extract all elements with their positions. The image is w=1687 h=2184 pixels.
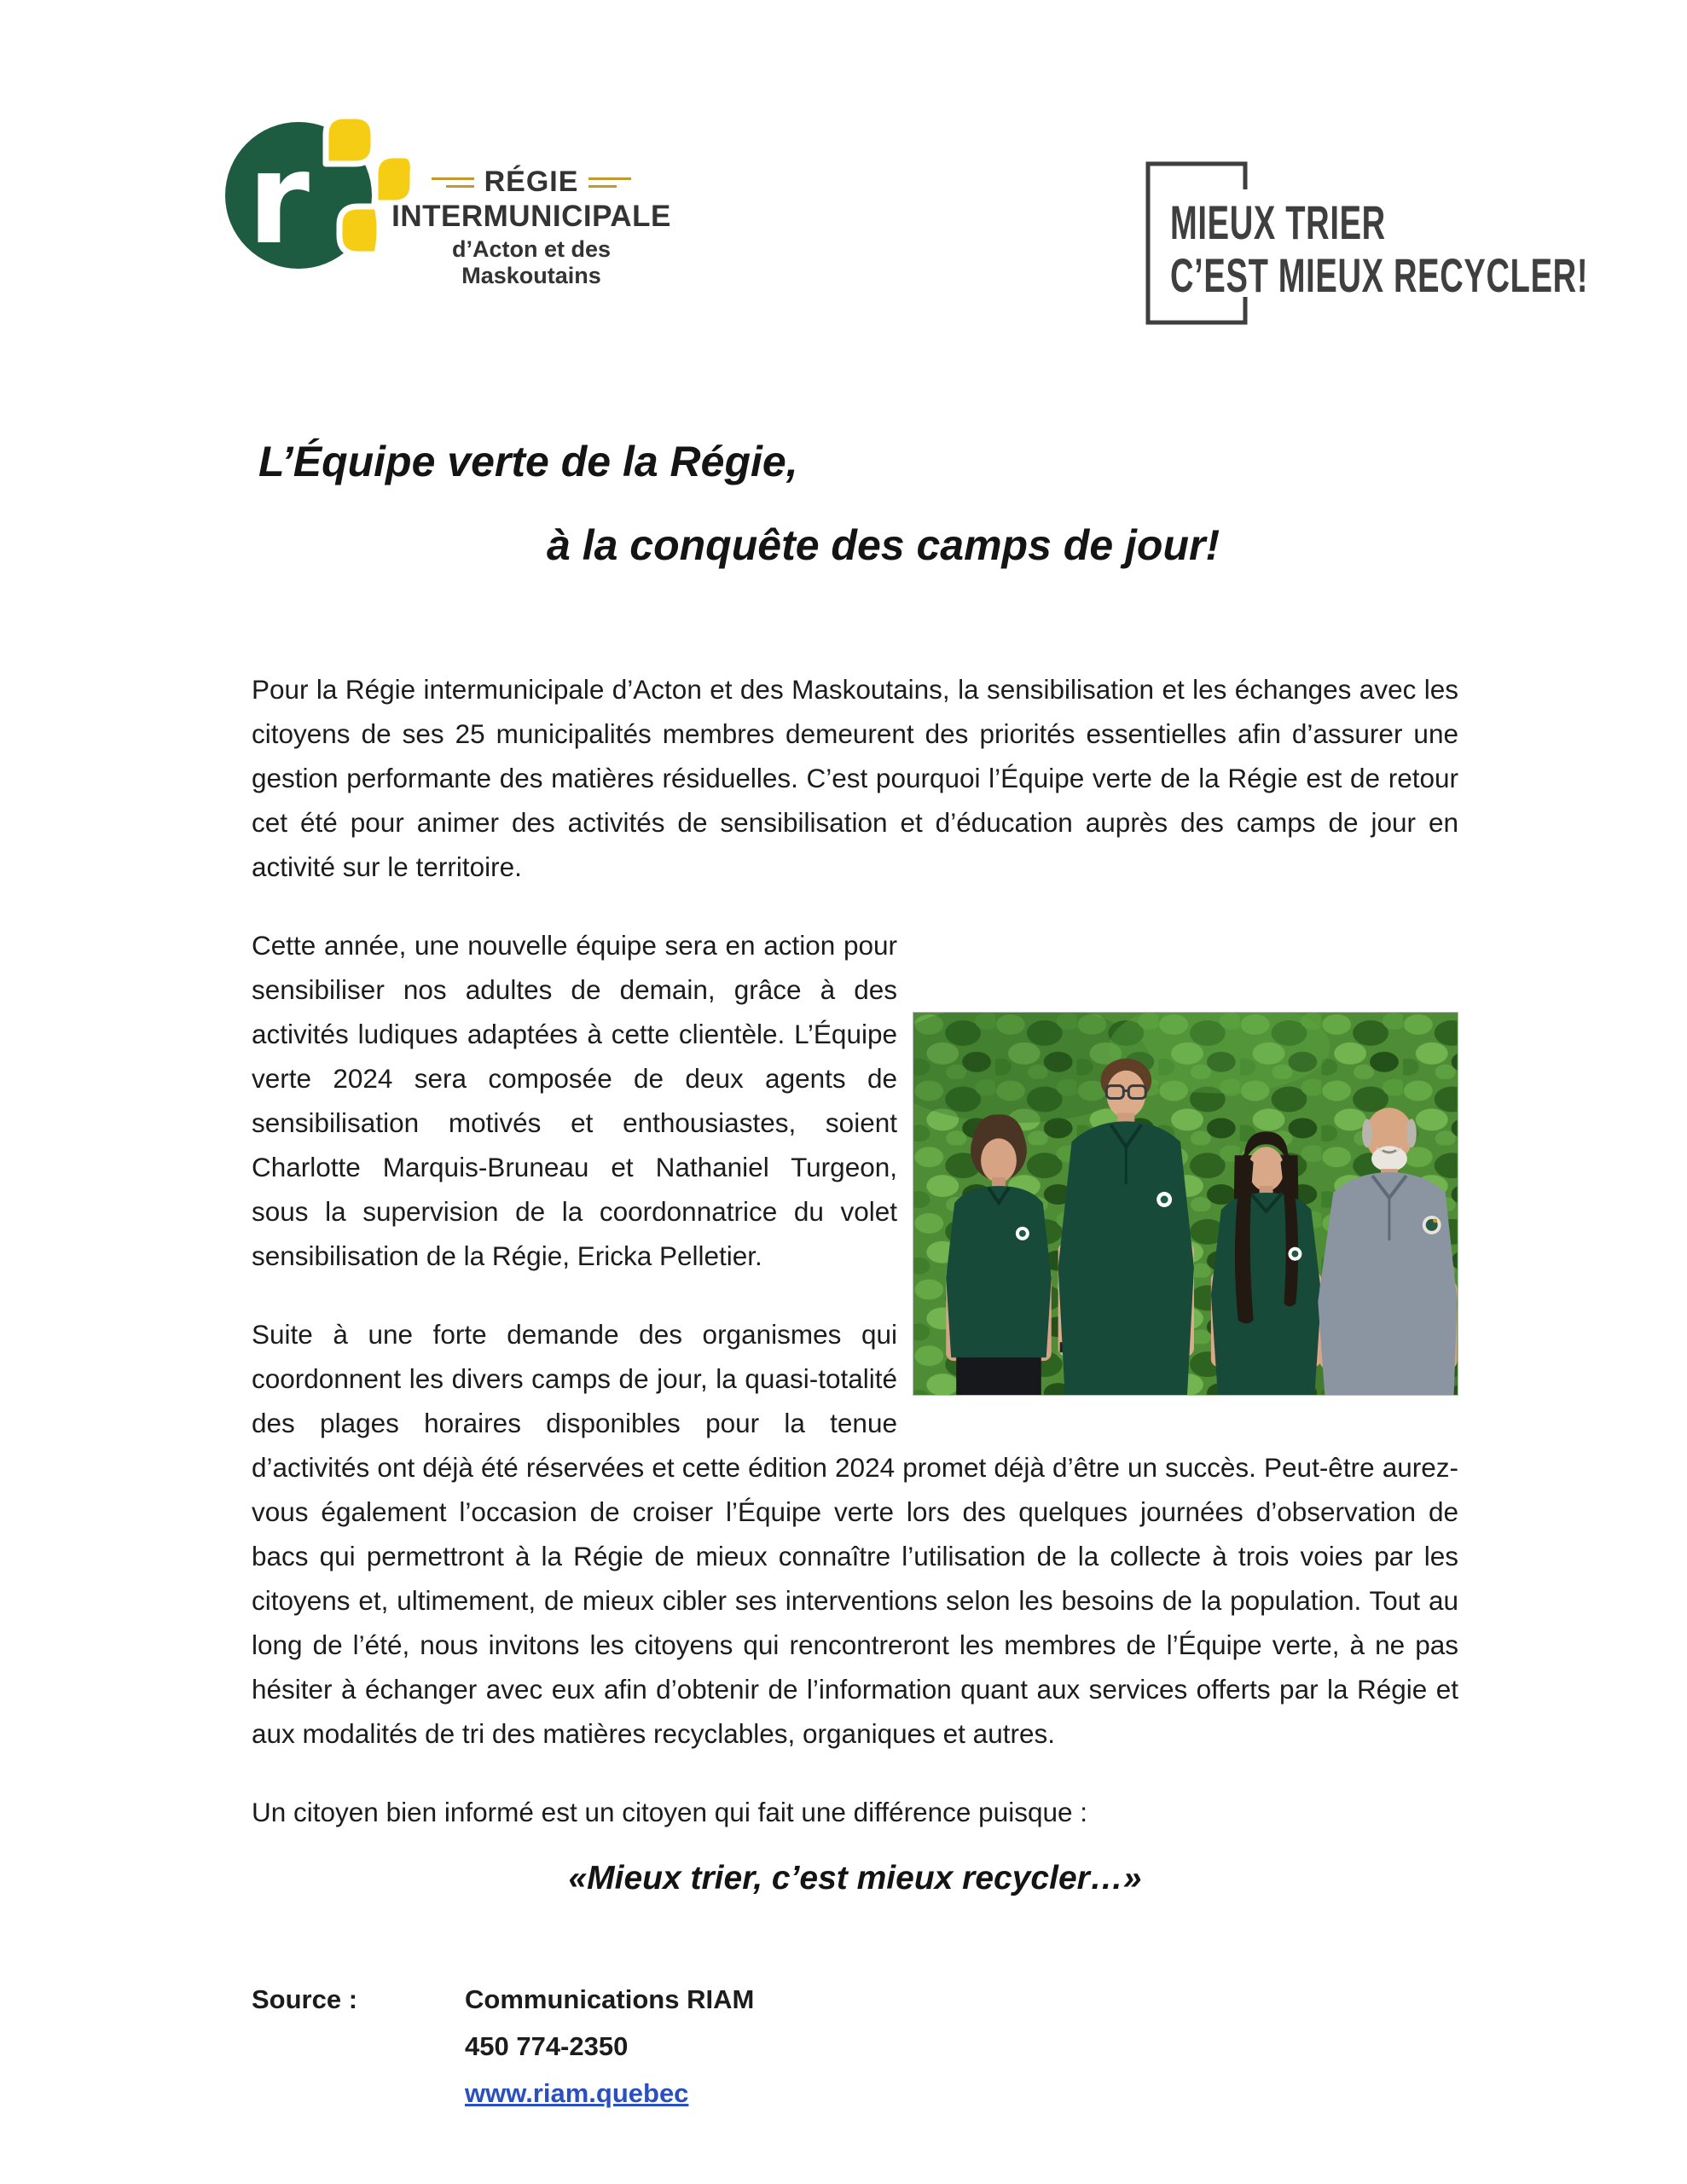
headline xyxy=(258,420,1458,587)
article-text xyxy=(252,667,1458,1901)
source-phone: 450 774-2350 xyxy=(465,2031,629,2061)
tagline-line1: MIEUX TRIER xyxy=(1170,196,1386,250)
paragraph-2: Cette année, une nouvelle équipe sera en action pour sensibiliser nos adultes de demain, grâce à des activités ludiques adaptées à cette clientèle. L’Équipe verte 2024 sera composée de deux agents de sensibilisation motivés et enthousiastes, soient Charlotte Marquis-Bruneau et Nathaniel Turgeon, sous la supervision de la coordonnatrice du volet sensibilisation de la Régie, Ericka Pelletier. xyxy=(252,930,897,1271)
team-photo xyxy=(913,1012,1458,1396)
org-name-line1 xyxy=(380,166,682,199)
source-info xyxy=(465,1976,754,2117)
svg-text:r: r xyxy=(247,125,310,272)
decorative-dashes-right-icon xyxy=(588,177,631,188)
source-block xyxy=(252,1976,1458,2117)
org-regie-label: RÉGIE xyxy=(484,166,579,198)
riam-wordmark xyxy=(380,166,682,289)
source-website-link[interactable]: www.riam.quebec xyxy=(465,2078,689,2108)
paragraph-3: Suite à une forte demande des organismes qui coordonnent les divers camps de jour, la quasi-totalité des plages horaires disponibles pour la tenue d’activités ont déjà été réservées et cette édition 2024 promet déjà d’être un succès. Peut-être aurez-vous également l’occasion de croiser l’Équipe verte lors des quelques journées d’observation de bacs qui permettront à la Régie de mieux connaître l’utilisation de la collecte à trois voies par les citoyens et, ultimement, de mieux cibler ses interventions selon les besoins de la population. Tout au long de l’été, nous invitons les citoyens qui rencontreront les membres de l’Équipe verte, à ne pas hésiter à échanger avec eux afin d’obtenir de l’information quant aux services offerts par la Régie et aux modalités de tri des matières recyclables, organiques et autres. xyxy=(252,1319,1458,1749)
org-intermunicipale-label: INTERMUNICIPALE xyxy=(391,200,671,233)
decorative-dashes-left-icon xyxy=(432,177,474,188)
mieux-trier-campaign-logo xyxy=(1141,155,1606,330)
headline-line2: à la conquête des camps de jour! xyxy=(547,521,1220,569)
source-label: Source : xyxy=(252,1984,358,2014)
slogan-quote: «Mieux trier, c’est mieux recycler…» xyxy=(568,1860,1142,1896)
paragraph-1: Pour la Régie intermunicipale d’Acton et des Maskoutains, la sensibilisation et les échanges avec les citoyens de ses 25 municipalités membres demeurent des priorités essentielles afin d’assurer une gestion performante des matières résiduelles. C’est pourquoi l’Équipe verte de la Régie est de retour cet été pour animer des activités de sensibilisation et d’éducation auprès des camps de jour en activité sur le territoire. xyxy=(252,674,1458,882)
closing-line: Un citoyen bien informé est un citoyen qui fait une différence puisque : xyxy=(252,1797,1088,1827)
team-photo-illustration xyxy=(913,1013,1458,1395)
source-name: Communications RIAM xyxy=(465,1984,755,2014)
headline-line1: L’Équipe verte de la Régie, xyxy=(258,438,798,485)
tagline-line2: C’EST MIEUX RECYCLER! xyxy=(1170,249,1589,303)
org-territory-label: d’Acton et des Maskoutains xyxy=(451,236,612,288)
